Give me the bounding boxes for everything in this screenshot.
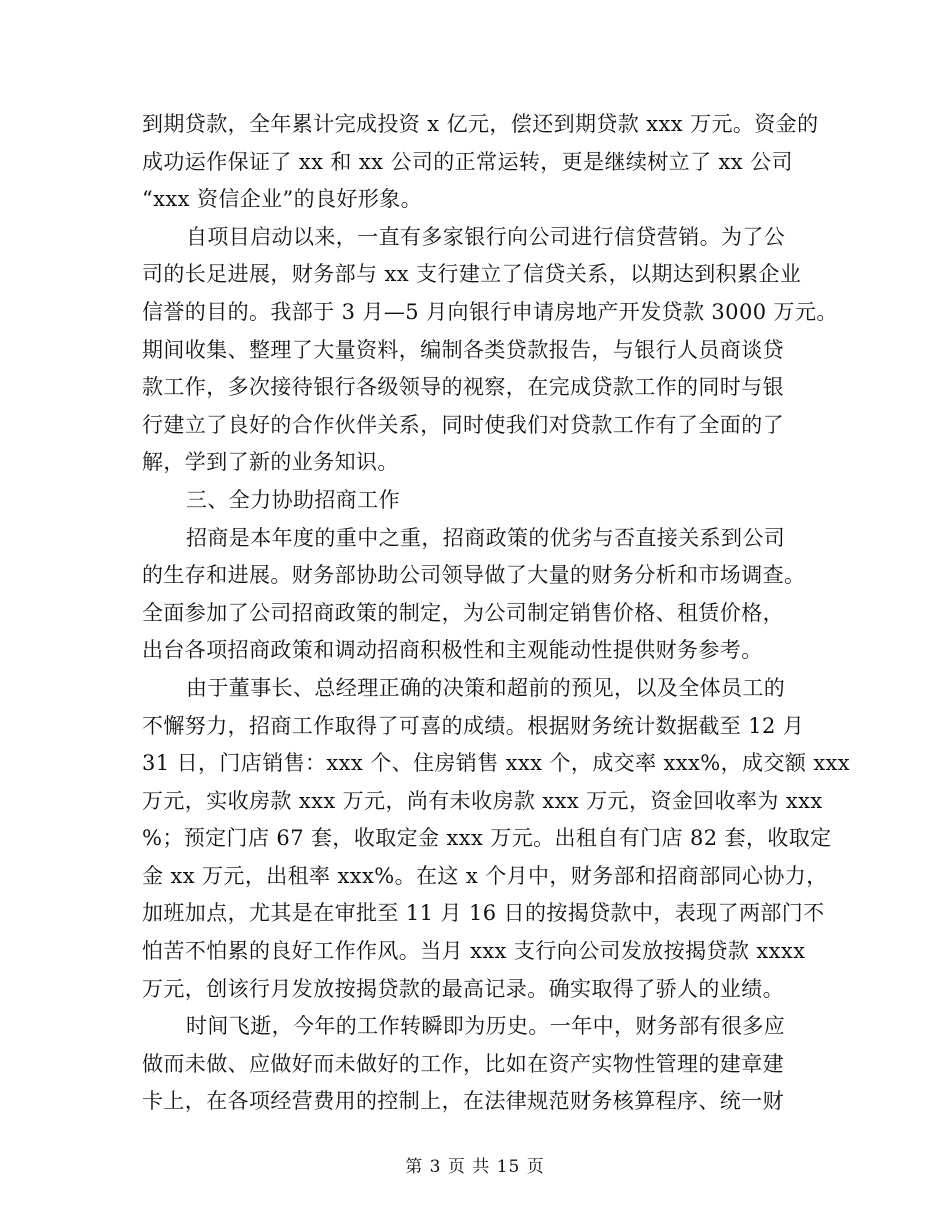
- text-line: 到期贷款，全年累计完成投资 x 亿元，偿还到期贷款 xxx 万元。资金的: [142, 112, 819, 136]
- text-line: 万元，实收房款 xxx 万元，尚有未收房款 xxx 万元，资金回收率为 xxx: [142, 788, 823, 813]
- text-line: 招商是本年度的重中之重，招商政策的优劣与否直接关系到公司: [186, 525, 786, 550]
- text-line: 不懈努力，招商工作取得了可喜的成绩。根据财务统计数据截至 12 月: [142, 713, 805, 738]
- text-line: 行建立了良好的合作伙伴关系，同时使我们对贷款工作有了全面的了: [142, 412, 784, 437]
- text-line: 出台各项招商政策和调动招商积极性和主观能动性提供财务参考。: [142, 638, 763, 663]
- text-line: 由于董事长、总经理正确的决策和超前的预见，以及全体员工的: [186, 675, 786, 700]
- text-line: 信誉的目的。我部于 3 月—5 月向银行申请房地产开发贷款 3000 万元。: [142, 299, 838, 324]
- text-line: 三、全力协助招商工作: [186, 487, 400, 512]
- text-line: 怕苦不怕累的良好工作作风。当月 xxx 支行向公司发放按揭贷款 xxxx: [142, 939, 806, 964]
- text-line: 成功运作保证了 xx 和 xx 公司的正常运转，更是继续树立了 xx 公司: [142, 149, 793, 174]
- text-line: %；预定门店 67 套，收取定金 xxx 万元。出租自有门店 82 套，收取定: [142, 826, 832, 851]
- text-line: 自项目启动以来，一直有多家银行向公司进行信贷营销。为了公: [186, 224, 786, 249]
- text-line: 全面参加了公司招商政策的制定，为公司制定销售价格、租赁价格，: [142, 600, 784, 625]
- text-line: 加班加点，尤其是在审批至 11 月 16 日的按揭贷款中，表现了两部门不: [142, 901, 825, 926]
- text-line: 时间飞逝，今年的工作转瞬即为历史。一年中，财务部有很多应: [186, 1014, 786, 1039]
- text-line: 金 xx 万元，出租率 xxx%。在这 x 个月中，财务部和招商部同心协力，: [142, 863, 828, 888]
- text-line: 的生存和进展。财务部协助公司领导做了大量的财务分析和市场调查。: [142, 563, 806, 588]
- text-line: 司的长足进展，财务部与 xx 支行建立了信贷关系，以期达到积累企业: [142, 262, 802, 287]
- page-number-footer: 第 3 页 共 15 页: [405, 1157, 545, 1177]
- document-body: [142, 106, 851, 1121]
- text-line: 款工作，多次接待银行各级领导的视察，在完成贷款工作的同时与银: [142, 375, 784, 400]
- text-line: 万元，创该行月发放按揭贷款的最高记录。确实取得了骄人的业绩。: [142, 976, 784, 1001]
- text-line: 期间收集、整理了大量资料，编制各类贷款报告，与银行人员商谈贷: [142, 337, 784, 362]
- text-line: 卡上，在各项经营费用的控制上，在法律规范财务核算程序、统一财: [142, 1089, 784, 1114]
- text-line: 做而未做、应做好而未做好的工作，比如在资产实物性管理的建章建: [142, 1051, 784, 1076]
- text-line: 解，学到了新的业务知识。: [142, 450, 399, 475]
- text-line: “xxx 资信企业”的良好形象。: [142, 187, 423, 212]
- text-line: 31 日，门店销售：xxx 个、住房销售 xxx 个，成交率 xxx%，成交额 xxx: [142, 751, 851, 776]
